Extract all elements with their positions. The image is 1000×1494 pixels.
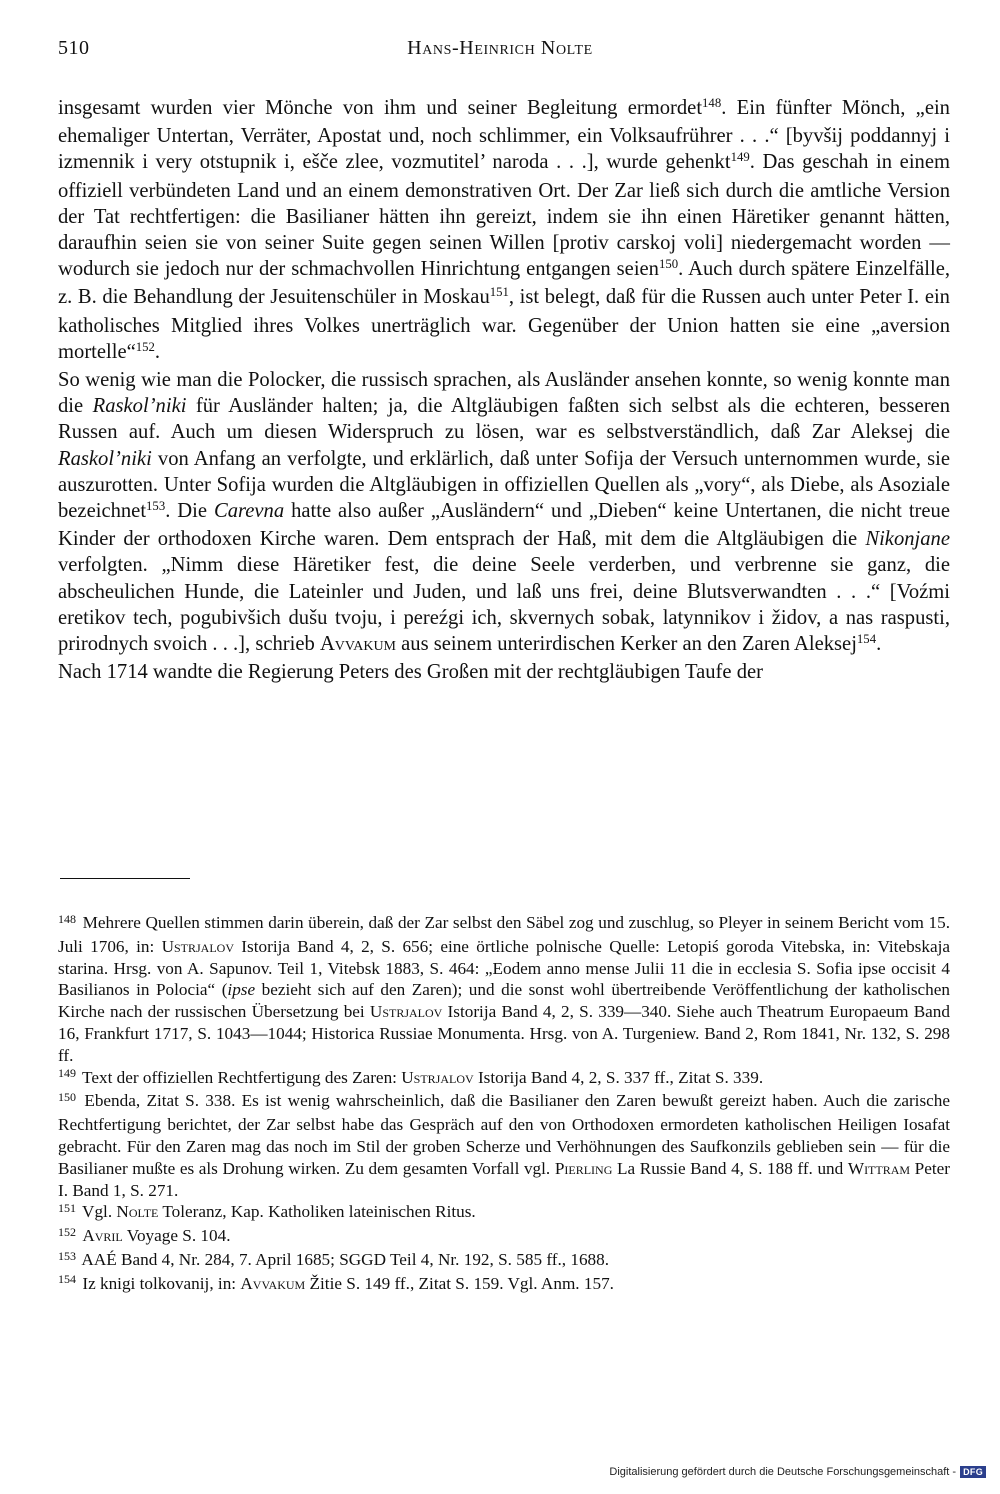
footnote-ref-149[interactable]: 149 [730,150,750,165]
footnote-number: 148 [58,911,77,926]
footnote-153: $^{153}$ AAÉ Band 4, Nr. 284, 7. April 1685; SGGD Teil 4, Nr. 192, S. 585 ff., 1688. [58,1248,610,1269]
footnote-ref-153[interactable]: 153 [146,499,166,514]
paragraph-1: insgesamt wurden vier Mönche von ihm und seiner Begleitung ermordet$^{148}$. Ein fünfter Mönch, „ein ehemaliger Untertan, Verräter, Apostat und, noch schlimmer, ein Volksaufrührer . . .“ [byvšij poddannyj i izmennik i very otstupnik i, ešče zlee, vozmutitel’ naroda . . .], wurde gehenkt$^{149}$. Das geschah in einem offiziell verbündeten Land und an einem demonstrativen Ort. Der Zar ließ sich durch die amtliche Version der Tat rechtfertigen: die Basilianer hätten ihn gereizt, indem sie ihn einen Häretiker genannt hätten, daraufhin seien sie von seiner Suite gegen seinen Willen [protiv carskoj voli] niedergemacht worden — wodurch sie jedoch nur der schmachvollen Hinrichtung entgangen seien$^{150}$. Auch durch spätere Einzelfälle, z. B. die Behandlung der Jesuitenschüler in Moskau$^{151}$, ist belegt, daß für die Russen auch unter Peter I. ein katholisches Mitglied ihres Volkes unerträglich war. Gegenüber der Union hatten sie eine „aversion mortelle“$^{152}$. [58,95,950,363]
running-head: Hans-Heinrich Nolte [407,37,593,59]
dfg-logo-icon: DFG [960,1466,986,1478]
footnote-150: $^{150}$ Ebenda, Zitat S. 338. Es ist wenig wahrscheinlich, daß die Basilianer den Zaren bewußt gereizt haben. Auch die zarische Rechtfertigung berichtet, der Zar selbst habe das Gespräch auf den von Orthodoxen ermordeten katholischen Heiligen Iosafat gebracht. Für den Zaren mag das noch im Stil der groben Scherze und Verhöhnungen des Saufkonzils geblieben sein — für die Basilianer mußte es als Drohung wirken. Zu dem gesamten Vorfall vgl. Pierling La Russie Band 4, S. 188 ff. und Wittram Peter I. Band 1, S. 271. [58,1089,950,1200]
footnote-148: $^{148}$ Mehrere Quellen stimmen darin überein, daß der Zar selbst den Säbel zog und zuschlug, so Pleyer in seinem Bericht vom 15. Juli 1706, in: Ustrjalov Istorija Band 4, 2, S. 656; eine örtliche polnische Quelle: Letopiś goroda Vitebska, in: Vitebskaja starina. Hrsg. von A. Sapunov. Teil 1, Vitebsk 1883, S. 464: „Eodem anno mense Julii 11 die in ecclesia S. Sofia ipse occisit 4 Basilianos in Polocia“ (ipse bezieht sich auf den Zaren); und die sonst wohl übertreibende Veröffentlichung der katholischen Kirche nach der russischen Übersetzung bei Ustrjalov Istorija Band 4, 2, S. 339—340. Siehe auch Theatrum Europaeum Band 16, Frankfurt 1717, S. 1043—1044; Historica Russiae Monumenta. Hrsg. von A. Turgeniew. Band 2, Rom 1841, Nr. 132, S. 298 ff. [58,911,950,1065]
digitization-credit [609,1466,986,1478]
body-text [58,95,950,685]
footnote-number: 150 [58,1089,77,1104]
footnote-number: 149 [58,1066,77,1081]
footnote-151: $^{151}$ Vgl. Nolte Toleranz, Kap. Katholiken lateinischen Ritus. [58,1200,476,1222]
footnote-ref-148[interactable]: 148 [702,95,722,110]
footnote-separator [60,878,190,879]
footnote-ref-150[interactable]: 150 [658,257,679,272]
footnote-154: $^{154}$ Iz knigi tolkovanij, in: Avvakum Žitie S. 149 ff., Zitat S. 159. Vgl. Anm. 157. [58,1272,614,1293]
credit-text: Digitalisierung gefördert durch die Deutsche Forschungsgemeinschaft - [609,1466,957,1478]
footnote-number: 151 [58,1200,77,1215]
author-name: Avvakum [319,633,397,656]
footnote-149: $^{149}$ Text der offiziellen Rechtfertigung des Zaren: Ustrjalov Istorija Band 4, 2, S. 337 ff., Zitat S. 339. [58,1066,764,1087]
footnote-number: 154 [58,1272,77,1287]
footnote-ref-151[interactable]: 151 [489,285,509,300]
footnote-152: $^{152}$ Avril Voyage S. 104. [58,1224,231,1246]
page-number: 510 [58,37,90,59]
footnotes [58,912,950,1297]
footnote-ref-152[interactable]: 152 [135,339,155,354]
footnote-number: 153 [58,1248,77,1263]
footnote-number: 152 [58,1224,77,1239]
paragraph-3: Nach 1714 wandte die Regierung Peters des Großen mit der rechtgläubigen Taufe der [58,661,763,684]
paragraph-2: So wenig wie man die Polocker, die russisch sprachen, als Ausländer ansehen konnte, so wenig konnte man die Raskol’niki für Ausländer halten; ja, die Altgläubigen faßten sich selbst als die echteren, besseren Russen auf. Auch um diesen Widerspruch zu lösen, war es selbstverständlich, daß Zar Aleksej die Raskol’niki von Anfang an verfolgte, und erklärlich, daß unter Sofija der Versuch unternommen wurde, sie auszurotten. Unter Sofija wurden die Altgläubigen in offiziellen Quellen als „vory“, als Diebe, als Asoziale bezeichnet$^{153}$. Die Carevna hatte also außer „Ausländern“ und „Dieben“ keine Untertanen, die nicht treue Kinder der orthodoxen Kirche waren. Dem entsprach der Haß, mit dem die Altgläubigen die Nikonjane verfolgten. „Nimm diese Häretiker fest, die deine Seele verderben, und verbrenne sie ganz, die abscheulichen Hunde, die Lateinler und Juden, und laß uns frei, deine Blutsverwandten . . .“ [Voźmi eretikov tech, pogubivšich dušu tvoju, i pereźgi ich, skvernych sobak, latynnikov i židov, a nas raspusti, prirodnych svoich . . .], schrieb Avvakum aus seinem unterirdischen Kerker an den Zaren Aleksej$^{154}$. [58,369,950,656]
footnote-ref-154[interactable]: 154 [856,632,877,647]
